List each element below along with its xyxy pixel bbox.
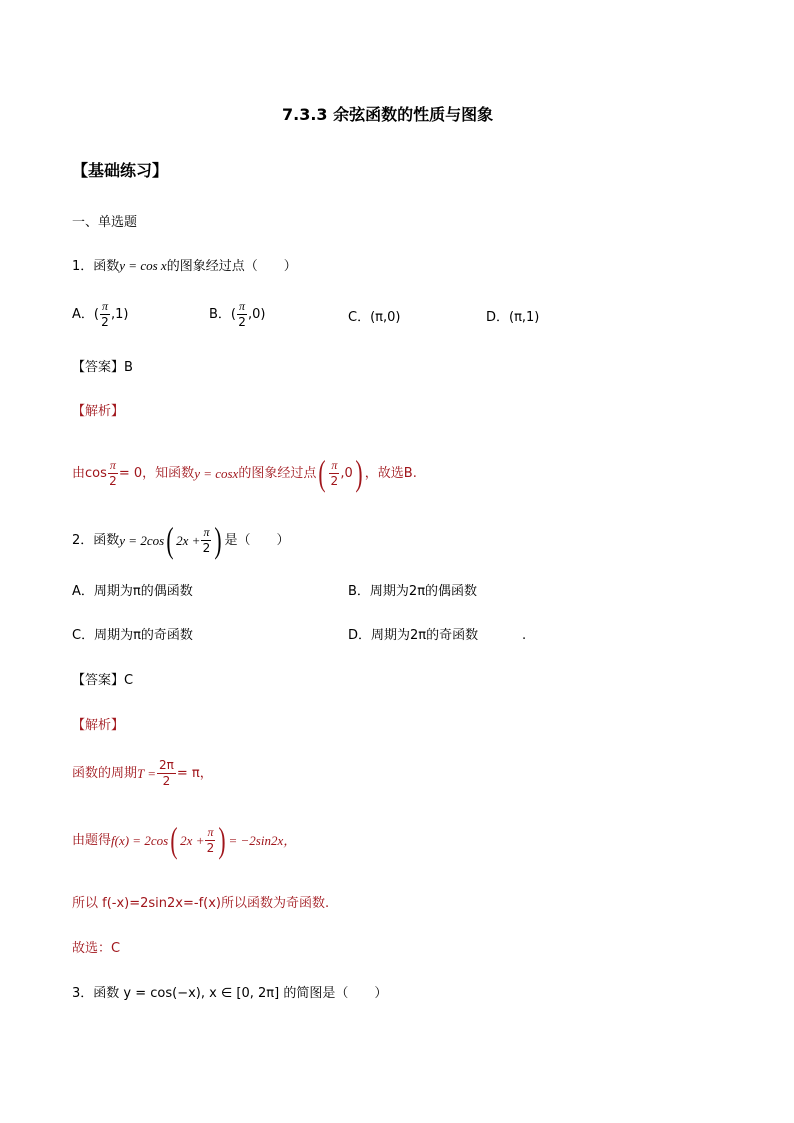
q2-conclusion: 所以 f(-x)=2sin2x=-f(x)所以函数为奇函数. (72, 896, 330, 911)
q1-option-a: A．( $\frac{\pi}{2}$ ,1) (72, 299, 129, 329)
q1-answer: 【答案】B (72, 360, 133, 375)
q1-analysis-label: 【解析】 (72, 404, 125, 419)
q2-option-d: D．周期为2π的奇函数 (348, 628, 479, 643)
q1-tail: 的图象经过点（ ） (166, 259, 297, 274)
q2-choice: 故选：C (72, 941, 121, 956)
q2-option-b: B．周期为2π的偶函数 (348, 584, 478, 599)
q2-option-c: C．周期为π的奇函数 (72, 628, 193, 643)
q2-answer: 【答案】C (72, 673, 134, 688)
question-1 (72, 259, 297, 273)
question-2: 2．函数y = 2cos( 2x + $\frac{\pi}{2}$ ) 是（ ） (72, 520, 290, 560)
q1-lead: 1．函数 (72, 259, 120, 274)
q2-option-a: A．周期为π的偶函数 (72, 584, 193, 599)
q1-expr: y = cos x (119, 258, 167, 273)
q1-option-c: C．(π,0) (348, 310, 401, 325)
question-3: 3．函数 y = cos(−x), x ∈ [0, 2π] 的简图是（ ） (72, 986, 388, 1001)
section-heading: 【基础练习】 (72, 161, 169, 180)
q1-option-b: B．( $\frac{\pi}{2}$ ,0) (209, 299, 266, 329)
q1-option-d: D．(π,1) (486, 310, 540, 325)
q2-step: 由题得f(x) = 2cos( 2x + $\frac{\pi}{2}$ ) = −2sin2x， (72, 820, 297, 860)
q2-period: 函数的周期T = $\frac{2\pi}{2}$ = π， (72, 758, 213, 788)
part-label: 一、单选题 (72, 215, 138, 230)
page-title: 7.3.3 余弦函数的性质与图象 (282, 105, 494, 124)
q2-stray-dot: . (522, 628, 527, 643)
q1-solution: 由cos $\frac{\pi}{2}$ = 0，知函数y = cosx的图象经过点( $\frac{\pi}{2}$ ,0) ，故选B. (72, 453, 417, 493)
q2-analysis-label: 【解析】 (72, 718, 125, 733)
